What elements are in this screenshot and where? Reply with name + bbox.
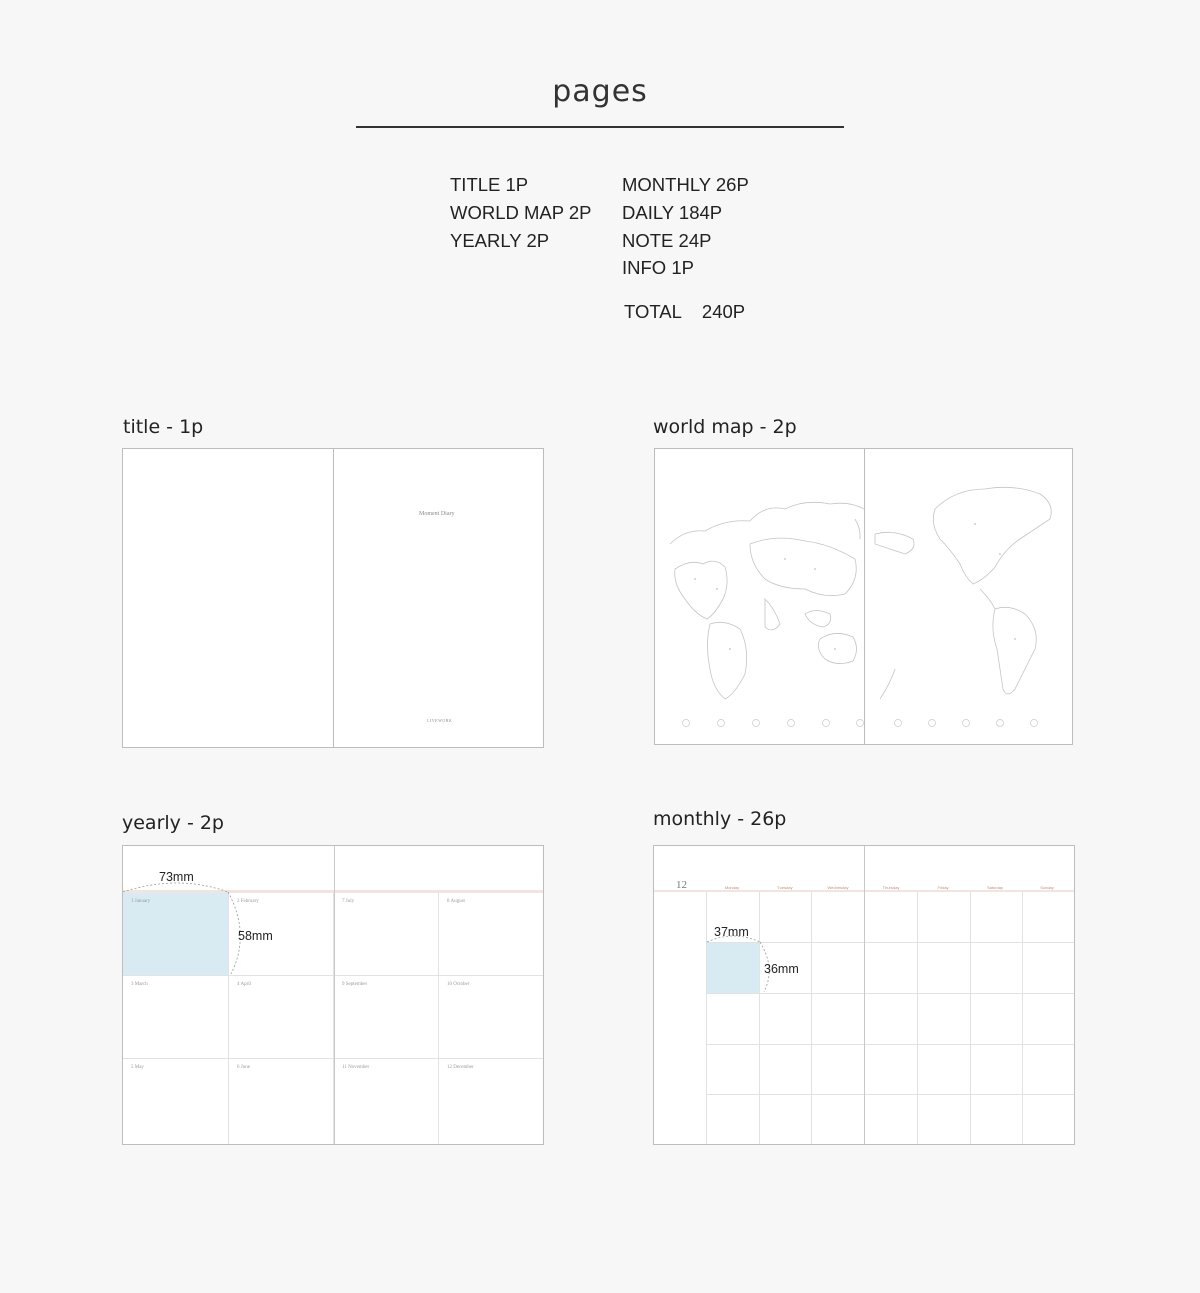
month-cell: 12 December bbox=[447, 1065, 474, 1070]
month-cell: 11 November bbox=[334, 1059, 439, 1144]
total-pages bbox=[624, 301, 745, 323]
month-cell: 9 September bbox=[334, 976, 439, 1059]
list-item: WORLD MAP 2P bbox=[450, 201, 592, 223]
list-item: NOTE 24P bbox=[622, 229, 712, 251]
height-dimension: 36mm bbox=[764, 962, 799, 976]
total-label: TOTAL bbox=[624, 301, 682, 322]
width-dimension: 73mm bbox=[159, 870, 194, 884]
page-title: pages bbox=[552, 74, 648, 109]
world-map-spread bbox=[654, 448, 1073, 745]
day-name: Monday bbox=[724, 885, 740, 890]
contents-list-right bbox=[622, 171, 749, 282]
spread-spine bbox=[334, 846, 335, 1144]
width-dimension: 37mm bbox=[714, 925, 749, 939]
title-spread bbox=[122, 448, 544, 748]
cover-text: Moment Diary bbox=[419, 511, 455, 517]
height-dimension: 58mm bbox=[238, 929, 273, 943]
contents-list-left bbox=[450, 171, 592, 254]
month-cell: 1 January bbox=[123, 893, 229, 976]
spread-spine bbox=[333, 449, 334, 747]
list-item: MONTHLY 26P bbox=[622, 174, 749, 195]
dimension-arcs bbox=[123, 874, 263, 1014]
title-underline bbox=[356, 126, 844, 128]
list-item: YEARLY 2P bbox=[450, 229, 550, 251]
day-name: Wednesday bbox=[827, 885, 849, 890]
grid-line bbox=[1022, 892, 1023, 1144]
month-cell: 8 August bbox=[439, 893, 543, 976]
day-name: Tuesday bbox=[777, 885, 793, 890]
list-item: DAILY 184P bbox=[622, 201, 723, 223]
month-cell: 4 April bbox=[229, 976, 334, 1059]
grid-line bbox=[970, 892, 971, 1144]
section-label-yearly: yearly - 2p bbox=[122, 812, 224, 834]
month-cell: 5 May bbox=[123, 1059, 229, 1144]
section-label-world-map: world map - 2p bbox=[653, 416, 797, 438]
grid-line bbox=[917, 892, 918, 1144]
day-name: Saturday bbox=[986, 885, 1003, 890]
list-item: INFO 1P bbox=[622, 257, 694, 279]
month-number: 12 bbox=[676, 879, 687, 891]
yearly-spread bbox=[122, 845, 544, 1145]
total-value: 240P bbox=[701, 301, 746, 322]
month-cell: 2 February bbox=[229, 893, 334, 976]
month-cell: 7 July bbox=[334, 893, 439, 976]
section-label-monthly: monthly - 26p bbox=[653, 808, 787, 830]
world-map-illustration bbox=[655, 449, 1072, 744]
day-name: Sunday bbox=[1040, 885, 1054, 890]
grid-line bbox=[706, 1094, 1074, 1095]
monthly-spread bbox=[653, 845, 1075, 1145]
list-item: TITLE 1P bbox=[450, 174, 529, 195]
day-name: Friday bbox=[937, 885, 949, 890]
spread-spine bbox=[864, 846, 865, 1144]
section-label-title: title - 1p bbox=[123, 416, 204, 438]
brand-mark: LIVEWORK bbox=[427, 718, 453, 723]
month-cell: 10 October bbox=[439, 976, 543, 1059]
month-cell: 3 March bbox=[123, 976, 229, 1059]
day-name: Thursday bbox=[882, 885, 900, 890]
month-cell: 6 June bbox=[229, 1059, 334, 1144]
